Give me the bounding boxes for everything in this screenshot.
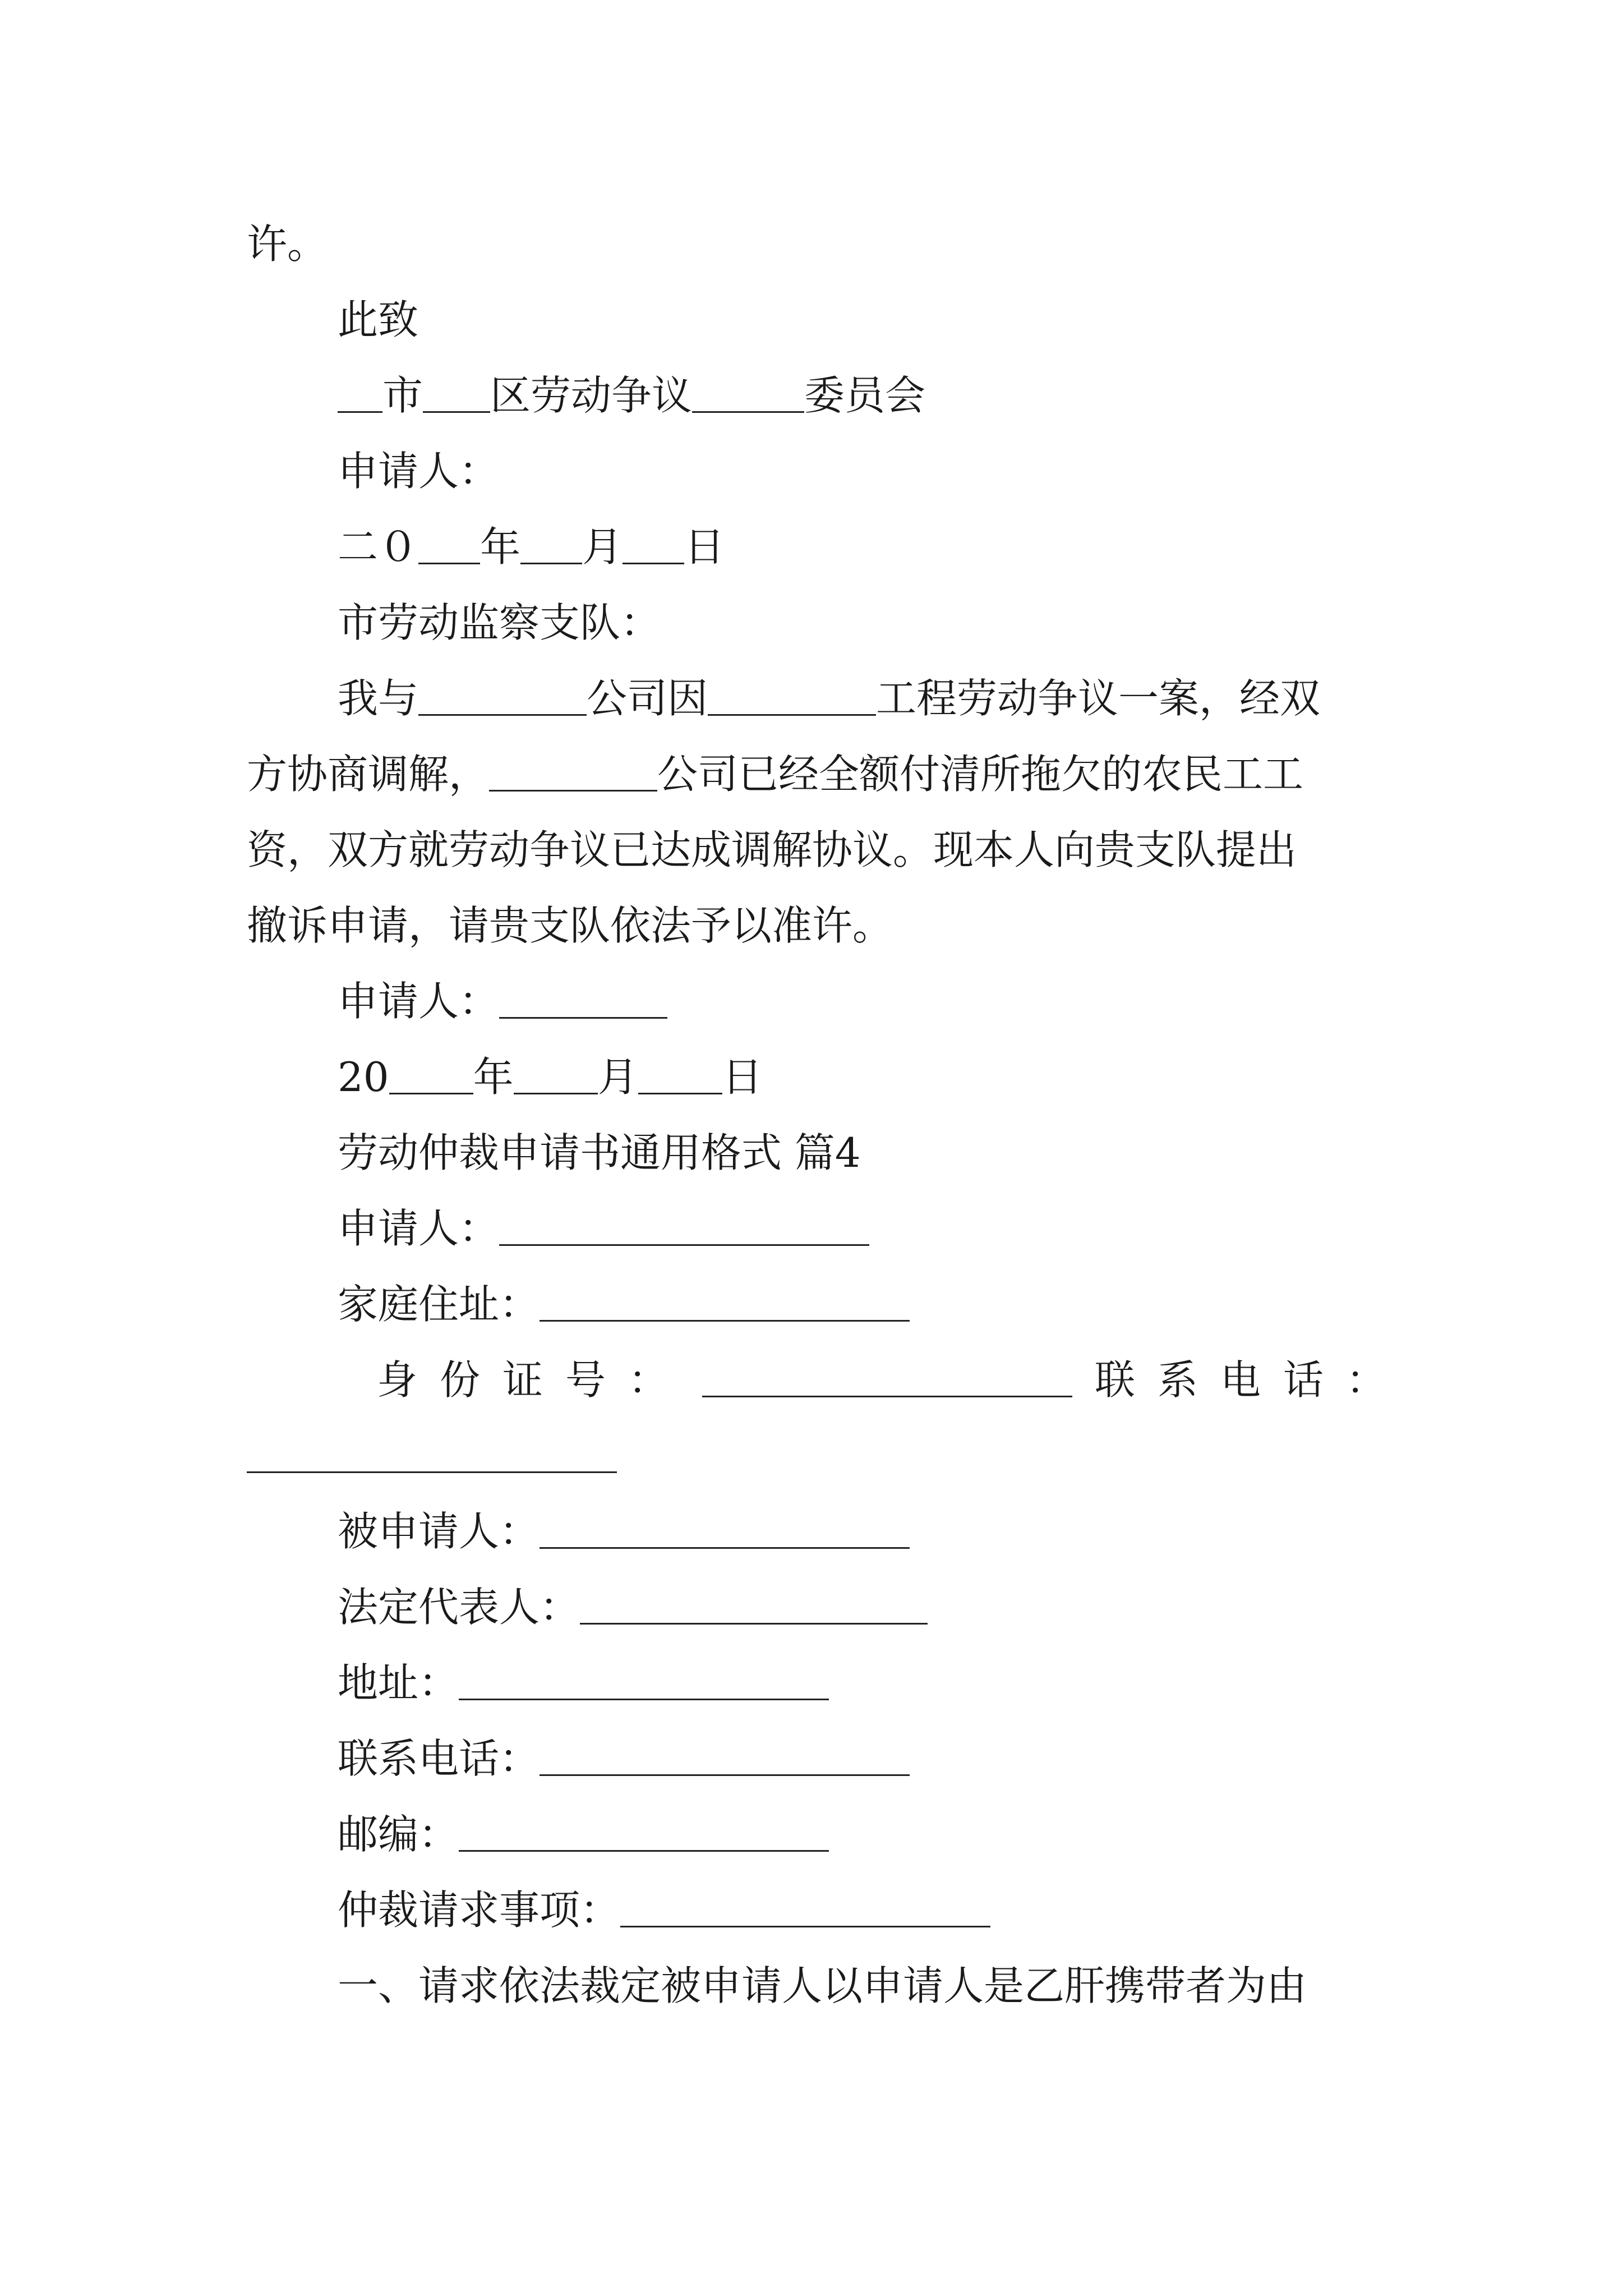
form-field-id-phone [377,1352,1409,1408]
form-field-claims [338,1882,1381,1938]
form-field-postcode [338,1806,1381,1862]
text-fragment: 申请人： [338,978,500,1025]
blank-field [247,1428,617,1473]
blank-field [459,1655,829,1700]
blank-field [520,519,582,564]
blank-field [702,1352,1072,1397]
text-fragment: 邮编： [338,1811,459,1858]
text-fragment: 资，双方就劳动争议已达成调解协议。现本人向贵支队提出 [247,826,1297,873]
blank-field [499,973,667,1019]
text-fragment: 申请人： [338,448,500,495]
text-fragment: 仲裁请求事项： [338,1887,621,1934]
applicant-label [338,443,1381,499]
text-fragment: 联系电话： [338,1735,540,1782]
text-fragment: 年 [473,1053,514,1101]
paragraph-line [338,670,1381,726]
text-fragment: 区劳动争议 [490,372,693,419]
text-fragment: 月 [582,523,623,570]
blank-field [620,1882,990,1927]
blank-field [489,746,657,792]
text-fragment: 此致 [338,296,419,343]
text-fragment: 撤诉申请，请贵支队依法予以准许。 [247,902,893,949]
text-fragment: 申请人： [338,1205,500,1252]
blank-field [580,1579,928,1625]
blank-field [623,519,684,564]
text-fragment: 月 [597,1053,638,1101]
form-field-applicant [338,1200,1381,1257]
date-line [338,519,1381,575]
text-fragment: 方协商调解， [247,751,490,798]
text-fragment: 被申请人： [338,1508,540,1555]
paragraph-line [247,746,1380,802]
text-fragment: 20 [338,1053,389,1101]
addressee-line [338,367,1381,424]
section-title [338,1125,1381,1181]
form-field-address2 [338,1655,1381,1711]
form-field-phone2 [338,1731,1381,1787]
text-fragment: 二０ [338,523,419,570]
blank-field [338,367,382,413]
blank-field [389,1049,473,1094]
text-fragment: 市 [382,372,423,419]
text-fragment: 工程劳动争议一案，经双 [876,675,1321,722]
text-fragment: 联系电话： [1095,1356,1409,1404]
text-fragment: 年 [480,523,521,570]
salutation [338,292,1381,348]
blank-field [638,1049,722,1094]
blank-field [540,1276,910,1322]
text-fragment: 地址： [338,1659,459,1706]
blank-field [418,670,587,716]
blank-field [540,1503,910,1549]
text-fragment: 我与 [338,675,419,722]
text-fragment: 劳动仲裁申请书通用格式 篇4 [338,1129,861,1176]
text-fragment: 公司已经全额付清所拖欠的农民工工 [657,751,1304,798]
text-fragment: 身份证号： [377,1356,691,1404]
blank-field [418,519,480,564]
form-field-phone-blank [247,1428,1380,1484]
blank-field [540,1731,910,1776]
paragraph-line [247,822,1380,878]
text-fragment: 家庭住址： [338,1281,540,1328]
form-field-address [338,1276,1381,1332]
text-fragment: 公司因 [587,675,708,722]
text-fragment: 许。 [247,220,328,268]
blank-field [692,367,804,413]
blank-field [499,1200,869,1246]
text-fragment: 市劳动监察支队： [338,599,661,646]
paragraph-line [247,898,1380,954]
form-field-legal-rep [338,1579,1381,1635]
recipient-heading [338,595,1381,651]
blank-field [514,1049,598,1094]
form-field-respondent [338,1503,1381,1559]
text-fragment: 日 [684,523,725,570]
paragraph-line [247,216,1380,272]
date-line [338,1049,1381,1105]
text-fragment: 委员会 [804,372,926,419]
blank-field [708,670,876,716]
text-fragment: 日 [722,1053,763,1101]
paragraph-line [338,1958,1381,2014]
blank-field [459,1806,829,1852]
text-fragment: 一、请求依法裁定被申请人以申请人是乙肝携带者为由 [338,1962,1307,2009]
signature-line [338,973,1381,1029]
blank-field [423,367,490,413]
text-fragment: 法定代表人： [338,1584,580,1631]
